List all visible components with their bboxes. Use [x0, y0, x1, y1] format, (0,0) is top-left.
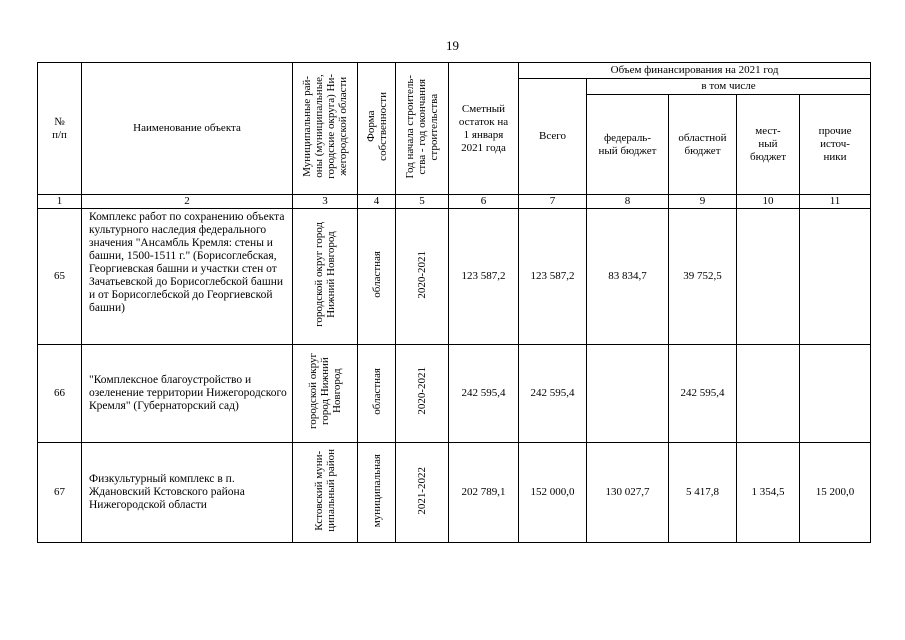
- row-ownership: муниципальная: [370, 453, 383, 527]
- row-name: "Комплексное благоустройство и озеленение территории Нижегородского Кремля" (Губернаторский сад): [82, 344, 293, 442]
- row-municipal-cell: [293, 344, 358, 442]
- table-row: [38, 442, 871, 542]
- header-no: № п/п: [38, 63, 82, 195]
- header-financing-title: Объем финансирования на 2021 год: [519, 63, 871, 79]
- row-no: 66: [38, 344, 82, 442]
- row-federal: [587, 344, 669, 442]
- row-no: 67: [38, 442, 82, 542]
- column-number: 3: [293, 195, 358, 209]
- row-name: Физкультурный комплекс в п. Ждановский Кстовского района Нижегородской области: [82, 442, 293, 542]
- column-number: 10: [737, 195, 800, 209]
- row-regional: 39 752,5: [669, 209, 737, 344]
- header-ownership: Форма собственности: [364, 92, 389, 162]
- row-years-cell: [396, 344, 449, 442]
- row-federal: 83 834,7: [587, 209, 669, 344]
- header-row: [38, 63, 871, 79]
- row-years: 2020-2021: [416, 250, 428, 299]
- header-total: Всего: [519, 79, 587, 195]
- row-years-cell: [396, 209, 449, 344]
- row-local: [737, 209, 800, 344]
- financing-table: [37, 62, 871, 543]
- row-name: Комплекс работ по сохранению объекта культурного наследия федерального значения "Ансамбль Кремля: стены и башни, 1500-1511 г." (Борисоглебская, Георгиевская башни и участки стен от Зачатьевской до Борисоглебской башни и от Борисоглебской до Георгиевской башни): [82, 209, 293, 344]
- row-estimate: 242 595,4: [449, 344, 519, 442]
- row-no: 65: [38, 209, 82, 344]
- row-years: 2021-2022: [416, 466, 428, 515]
- row-municipal: городской округ город Нижний Новгород: [307, 353, 343, 430]
- row-other: [800, 209, 871, 344]
- column-number: 6: [449, 195, 519, 209]
- row-other: [800, 344, 871, 442]
- header-other: прочие источ- ники: [800, 95, 871, 195]
- row-ownership-cell: [358, 344, 396, 442]
- row-total: 123 587,2: [519, 209, 587, 344]
- header-ownership-cell: [358, 63, 396, 195]
- header-regional: областной бюджет: [669, 95, 737, 195]
- row-ownership: областная: [370, 367, 383, 415]
- row-estimate: 123 587,2: [449, 209, 519, 344]
- column-number: 1: [38, 195, 82, 209]
- table-row: [38, 344, 871, 442]
- header-local: мест- ный бюджет: [737, 95, 800, 195]
- row-federal: 130 027,7: [587, 442, 669, 542]
- row-regional: 5 417,8: [669, 442, 737, 542]
- row-ownership: областная: [370, 251, 383, 298]
- row-local: [737, 344, 800, 442]
- row-municipal-cell: [293, 442, 358, 542]
- column-number: 5: [396, 195, 449, 209]
- row-years: 2020-2021: [416, 367, 428, 415]
- column-number: 9: [669, 195, 737, 209]
- table-row: [38, 209, 871, 344]
- row-municipal: Кстовский муни- ципальный район: [313, 449, 337, 532]
- header-municipal: Муниципальные рай- оны (муниципальные, городские округа) Ни- жегородской области: [301, 74, 349, 180]
- header-including: в том числе: [587, 79, 871, 95]
- row-years-cell: [396, 442, 449, 542]
- row-municipal: городской округ город Нижний Новгород: [313, 222, 337, 327]
- header-federal: федераль- ный бюджет: [587, 95, 669, 195]
- row-regional: 242 595,4: [669, 344, 737, 442]
- row-ownership-cell: [358, 209, 396, 344]
- column-numbers-row: [38, 195, 871, 209]
- header-estimate: Сметный остаток на 1 января 2021 года: [449, 63, 519, 195]
- row-local: 1 354,5: [737, 442, 800, 542]
- row-other: 15 200,0: [800, 442, 871, 542]
- column-number: 8: [587, 195, 669, 209]
- row-estimate: 202 789,1: [449, 442, 519, 542]
- header-years: Год начала строитель- ства - год окончания строительства: [404, 74, 440, 179]
- row-ownership-cell: [358, 442, 396, 542]
- row-total: 242 595,4: [519, 344, 587, 442]
- header-municipal-cell: [293, 63, 358, 195]
- column-number: 11: [800, 195, 871, 209]
- column-number: 4: [358, 195, 396, 209]
- header-years-cell: [396, 63, 449, 195]
- row-total: 152 000,0: [519, 442, 587, 542]
- page-number: 19: [446, 38, 459, 53]
- row-municipal-cell: [293, 209, 358, 344]
- column-number: 7: [519, 195, 587, 209]
- header-name: Наименование объекта: [82, 63, 293, 195]
- column-number: 2: [82, 195, 293, 209]
